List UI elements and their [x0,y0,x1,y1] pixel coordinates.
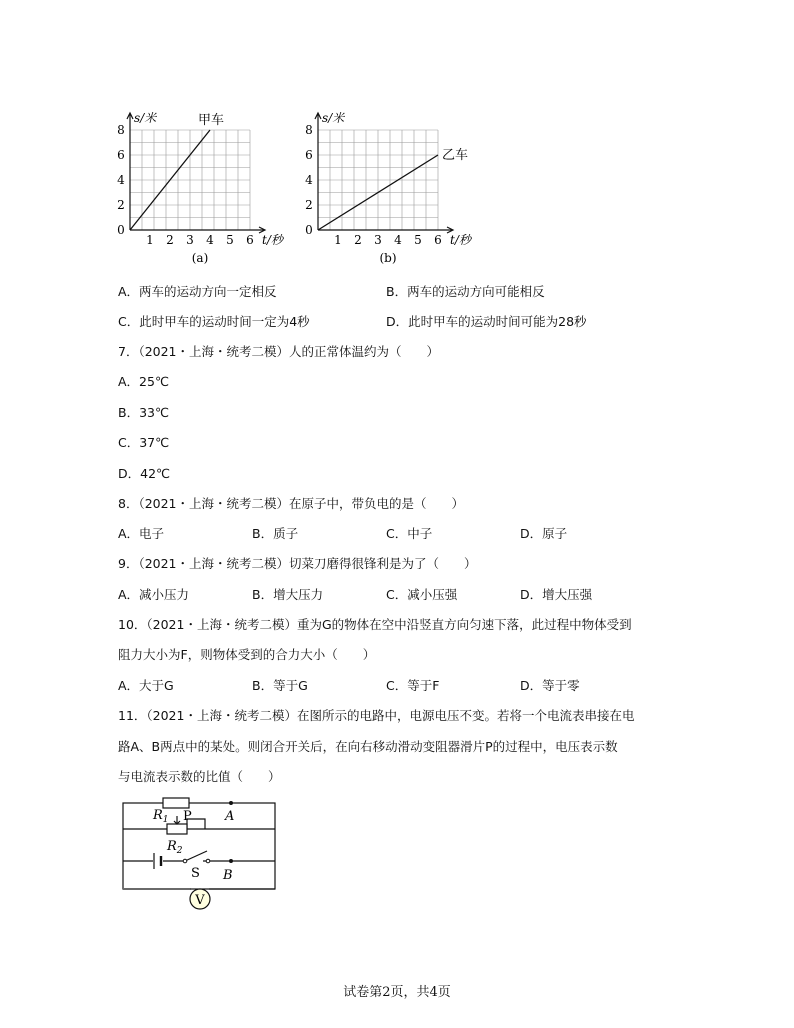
q10-stem-line2: 阻力大小为F，则物体受到的合力大小（ ） [118,647,376,662]
q6-option-a: A．两车的运动方向一定相反 [118,284,277,299]
x-tick-label: 1 [146,233,154,247]
x-tick-label: 1 [334,233,342,247]
q10-option-d: D．等于零 [520,678,580,693]
q10-stem-line1: 10．（2021・上海・统考二模）重为G的物体在空中沿竖直方向匀速下落，此过程中物体受到 [118,617,632,632]
switch-s-label: S [191,866,200,881]
q9-stem: 9．（2021・上海・统考二模）切菜刀磨得很锋利是为了（ ） [118,556,477,571]
q6-option-c: C．此时甲车的运动时间一定为4秒 [118,314,310,329]
y-tick-label: 2 [305,198,313,212]
resistor-r2 [167,824,187,834]
q7-option-c: C．37℃ [118,435,170,450]
page-footer: 试卷第2页，共4页 [343,985,451,1000]
q9-option-b: B．增大压力 [252,587,324,602]
q8-stem: 8．（2021・上海・统考二模）在原子中，带负电的是（ ） [118,496,465,511]
point-b-label: B [223,868,233,883]
q8-option-b: B．质子 [252,526,299,541]
y-tick-label: 0 [305,223,313,237]
y-axis-label: s/米 [322,111,345,125]
switch-contact-left [183,859,187,863]
y-tick-label: 0 [117,223,125,237]
slider-p-label: P [183,809,192,824]
y-tick-label: 6 [117,148,125,162]
resistor-r1 [163,798,189,808]
q7-option-d: D．42℃ [118,466,171,481]
chart-caption: (b) [379,251,397,265]
y-tick-label: 8 [117,123,125,137]
q9-option-a: A．减小压力 [118,587,190,602]
node-a [229,801,233,805]
q8-option-a: A．电子 [118,526,165,541]
x-tick-label: 6 [434,233,442,247]
series-label: 甲车 [198,113,225,128]
y-axis-label: s/米 [134,111,157,125]
x-tick-label: 4 [206,233,214,247]
switch-contact-right [206,859,210,863]
chart-caption: (a) [191,251,209,265]
q6-option-b: B．两车的运动方向可能相反 [386,284,545,299]
voltmeter-label: V [195,893,205,908]
x-tick-label: 3 [186,233,194,247]
x-axis-label: t/秒 [262,233,283,247]
x-tick-label: 5 [226,233,234,247]
point-a-label: A [225,809,235,824]
x-tick-label: 5 [414,233,422,247]
q7-option-b: B．33℃ [118,405,170,420]
q10-option-a: A．大于G [118,678,174,693]
x-axis-label: t/秒 [450,233,471,247]
y-tick-label: 4 [117,173,125,187]
slider-arrow-icon [174,816,180,824]
x-tick-label: 2 [354,233,362,247]
r1-label: $R_1$ [153,808,169,825]
y-tick-label: 4 [305,173,313,187]
q7-stem: 7．（2021・上海・统考二模）人的正常体温约为（ ） [118,344,440,359]
chart-a [112,100,302,270]
chart-b [300,100,490,270]
y-tick-label: 8 [305,123,313,137]
q9-option-c: C．减小压强 [386,587,458,602]
q8-option-d: D．原子 [520,526,568,541]
q8-option-c: C．中子 [386,526,433,541]
x-tick-label: 3 [374,233,382,247]
x-tick-label: 2 [166,233,174,247]
node-b [229,859,233,863]
q11-stem-line1: 11．（2021・上海・统考二模）在图所示的电路中，电源电压不变。若将一个电流表串接在电 [118,708,635,723]
q10-option-c: C．等于F [386,678,440,693]
y-tick-label: 2 [117,198,125,212]
switch-lever [185,851,207,861]
circuit-diagram [115,793,285,913]
series-label: 乙车 [442,148,469,163]
r2-label: $R_2$ [167,839,183,856]
x-tick-label: 6 [246,233,254,247]
q11-stem-line3: 与电流表示数的比值（ ） [118,769,281,784]
q6-option-d: D．此时甲车的运动时间可能为28秒 [386,314,587,329]
x-tick-label: 4 [394,233,402,247]
q10-option-b: B．等于G [252,678,308,693]
q11-stem-line2: 路A、B两点中的某处。则闭合开关后，在向右移动滑动变阻器滑片P的过程中，电压表示数 [118,739,618,754]
q9-option-d: D．增大压强 [520,587,593,602]
q7-option-a: A．25℃ [118,374,169,389]
y-tick-label: 6 [305,148,313,162]
